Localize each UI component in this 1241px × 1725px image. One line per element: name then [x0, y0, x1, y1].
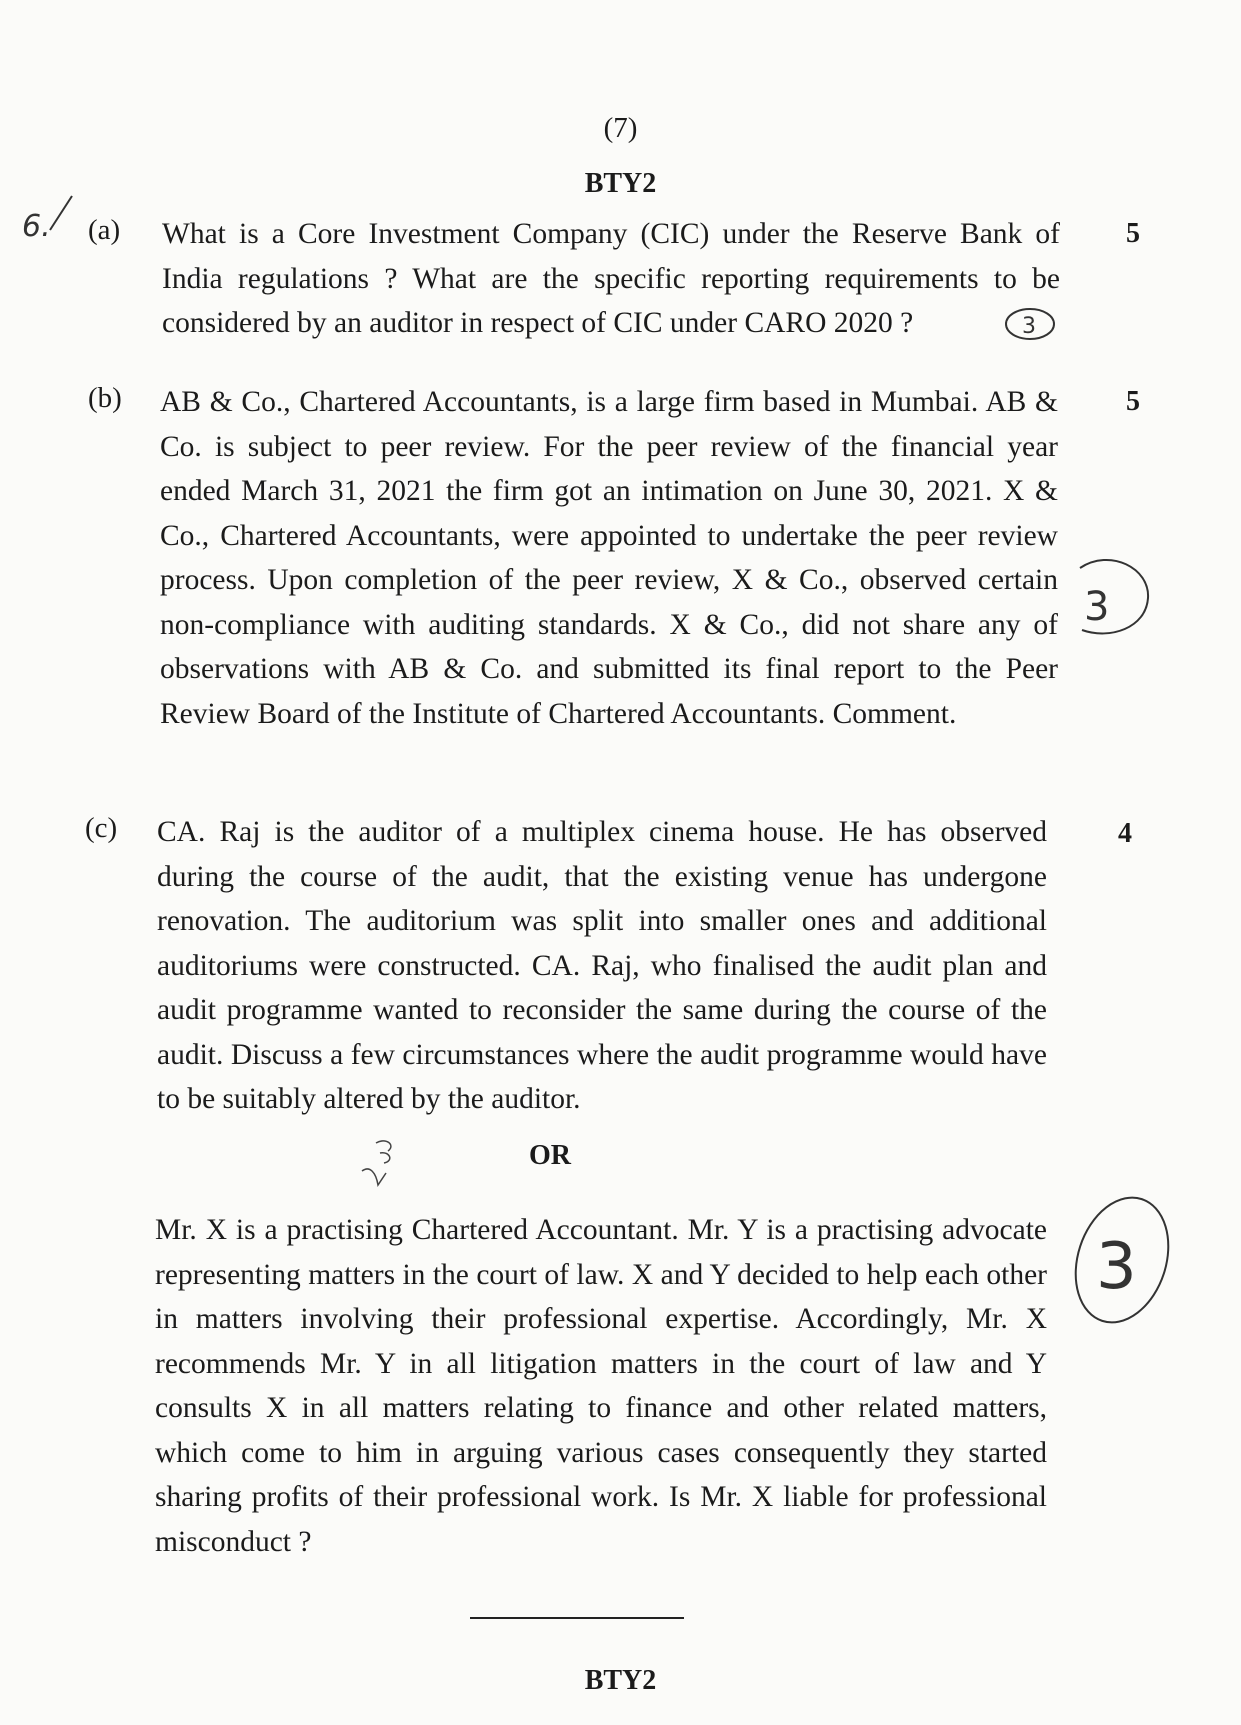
part-a-label: (a): [88, 214, 121, 246]
question-number-text: 6.: [22, 209, 51, 244]
part-b-text: AB & Co., Chartered Accountants, is a large firm based in Mumbai. AB & Co. is subject to peer review. For the peer review of the financial year ended March 31, 2021 the firm got an intimation on June 30, 2021. X & Co., Chartered Accountants, were appointed to undertake the peer review process. Upon completion of the peer review, X & Co., observed certain non-compliance with auditing standards. X & Co., did not share any of observations with AB & Co. and submitted its final report to the Peer Review Board of the Institute of Chartered Accountants. Comment.: [160, 386, 1058, 730]
handwritten-scribble: [356, 1135, 416, 1195]
handwritten-question-number: [20, 190, 80, 250]
part-c-marks: 4: [1118, 818, 1132, 849]
part-a-text: What is a Core Investment Company (CIC) under the Reserve Bank of India regulations ? What are the specific reporting requirements to be considered by an auditor in respect of CIC under CARO 2020 ?: [162, 218, 1060, 339]
part-c-text: CA. Raj is the auditor of a multiplex cinema house. He has observed during the course of the audit, that the existing venue has undergone renovation. The auditorium was split into smaller ones and additional auditoriums were constructed. CA. Raj, who finalised the audit plan and audit programme wanted to reconsider the same during the course of the audit. Discuss a few circumstances where the audit programme would have to be suitably altered by the auditor.: [157, 816, 1047, 1115]
part-b-marks: 5: [1126, 386, 1140, 417]
score-a-text: 3: [1022, 314, 1036, 339]
end-rule: [470, 1617, 684, 1619]
part-b-label: (b): [88, 382, 122, 414]
score-b-text: 3: [1084, 584, 1110, 630]
paper-code-header: BTY2: [584, 168, 657, 199]
page-number: (7): [603, 112, 638, 144]
handwritten-score-a: [1000, 302, 1060, 346]
alternative-question-text: Mr. X is a practising Chartered Accountant. Mr. Y is a practising advocate representing matters in the court of law. X and Y decided to help each other in matters involving their professional expertise. Accordingly, Mr. X recommends Mr. Y in all litigation matters in the court of law and Y consults X in all matters relating to finance and other related matters, which come to him in arguing various cases consequently they started sharing profits of their professional work. Is Mr. X liable for professional misconduct ?: [155, 1214, 1047, 1558]
score-or-text: 3: [1096, 1230, 1137, 1304]
part-a-marks: 5: [1126, 218, 1140, 249]
or-separator: OR: [529, 1140, 571, 1171]
part-c-label: (c): [85, 812, 118, 844]
paper-code-footer: BTY2: [584, 1665, 657, 1696]
handwritten-score-b: [1070, 548, 1160, 648]
handwritten-score-or: [1068, 1188, 1176, 1338]
